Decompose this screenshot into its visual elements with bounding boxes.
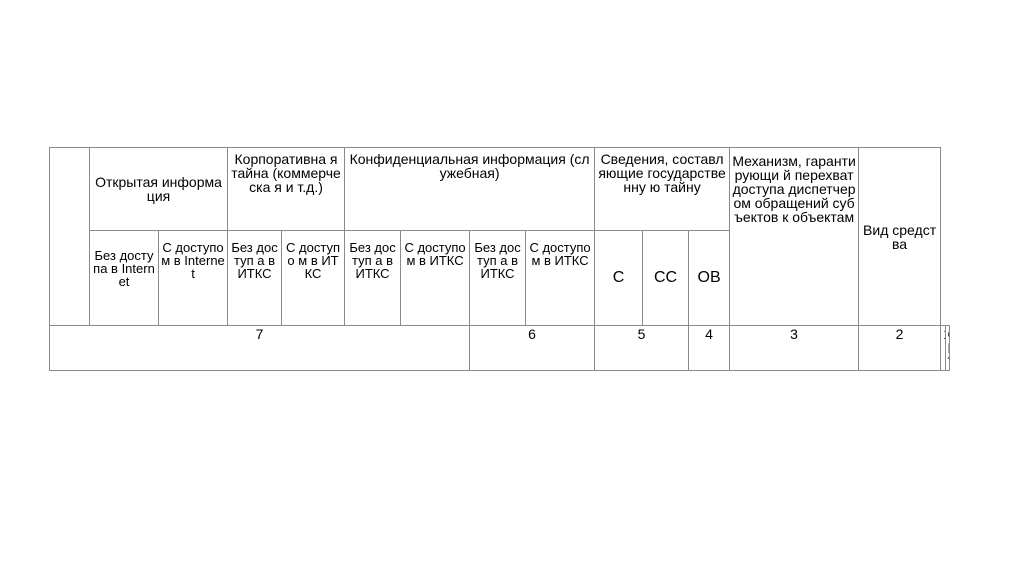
sub-conf1-with-itks: С доступо м в ИТКС: [401, 231, 470, 326]
sub-secret-ss: СС: [643, 231, 689, 326]
class-row: [50, 326, 950, 371]
class-4-cell: 4: [689, 326, 730, 371]
sub-corp-with-itks: С доступо м в ИТКС: [282, 231, 345, 326]
header-confidential: Конфиденциальная информация (служебная): [345, 148, 595, 231]
class-6-cell: 6: [470, 326, 595, 371]
class-3-cell: 3: [730, 326, 859, 371]
header-mechanism: Механизм, гарантирующи й перехват доступа диспетчером обращений субъектов к объектам: [730, 148, 859, 326]
sub-corp-without-itks: Без доступ а в ИТКС: [228, 231, 282, 326]
classification-table: [49, 147, 950, 371]
header-means-type: Вид средства: [859, 148, 941, 326]
class-5-cell: 5: [595, 326, 689, 371]
class-svt-cell: [945, 326, 949, 371]
sub-conf2-with-itks: С доступо м в ИТКС: [526, 231, 595, 326]
header-state-secret: Сведения, составляющие государственну ю тайну: [595, 148, 730, 231]
sub-conf1-without-itks: Без доступ а в ИТКС: [345, 231, 401, 326]
header-corporate-secret: Корпоративна я тайна (коммерческа я и т.д.): [228, 148, 345, 231]
sub-secret-ov: ОВ: [689, 231, 730, 326]
sub-without-internet: Без доступа в Internet: [90, 231, 159, 326]
sub-secret-s: С: [595, 231, 643, 326]
header-row: [50, 148, 950, 231]
sub-with-internet: С доступо м в Internet: [159, 231, 228, 326]
class-7-cell: 7: [50, 326, 470, 371]
class-2-cell: 2: [859, 326, 941, 371]
header-open-info: Открытая информация: [90, 148, 228, 231]
empty-corner-cell: [50, 148, 90, 326]
sub-conf2-without-itks: Без доступ а в ИТКС: [470, 231, 526, 326]
